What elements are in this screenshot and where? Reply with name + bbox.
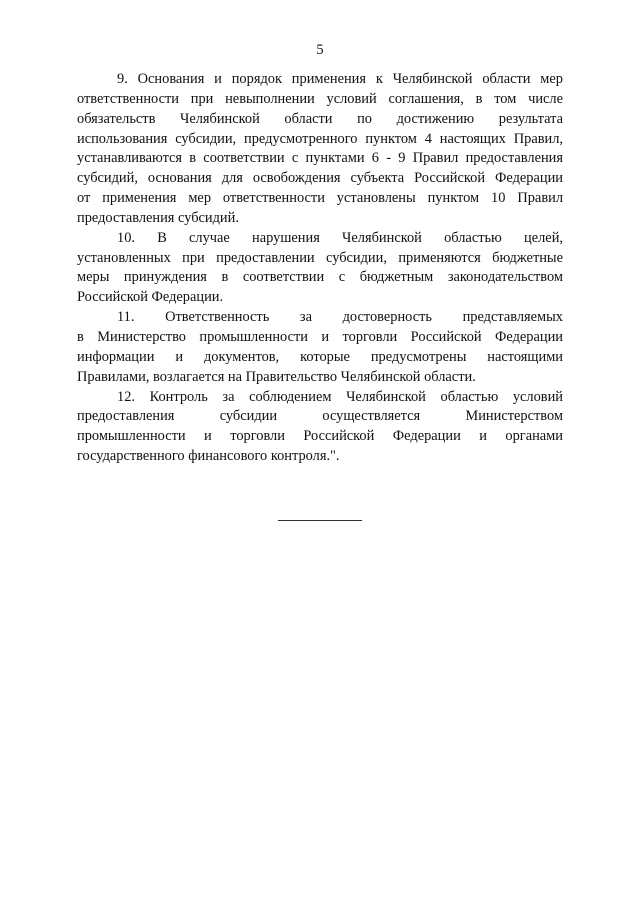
text-line: промышленности и торговли Российской Федерации и органами: [77, 428, 563, 445]
text-line: меры принуждения в соответствии с бюджетным законодательством: [77, 269, 563, 286]
text-line: 12. Контроль за соблюдением Челябинской областью условий: [117, 388, 563, 405]
paragraph-9: [77, 70, 563, 229]
paragraph-12: [77, 388, 563, 467]
text-line: предоставления субсидий.: [77, 209, 239, 226]
page-number: 5: [316, 42, 324, 58]
paragraph-10: [77, 229, 563, 308]
text-line: устанавливаются в соответствии с пунктами 6 - 9 Правил предоставления: [77, 150, 563, 167]
text-line: от применения мер ответственности установлены пунктом 10 Правил: [77, 190, 563, 207]
paragraph-11: [77, 308, 563, 387]
text-line: ответственности при невыполнении условий соглашения, в том числе: [77, 90, 563, 107]
text-line: 11. Ответственность за достоверность представляемых: [117, 309, 563, 326]
text-line: в Министерство промышленности и торговли Российской Федерации: [77, 328, 563, 345]
text-line: обязательств Челябинской области по достижению результата: [77, 110, 563, 127]
text-line: 10. В случае нарушения Челябинской областью целей,: [117, 229, 563, 246]
document-body: [77, 70, 563, 467]
text-line: государственного финансового контроля.".: [77, 448, 340, 465]
text-line: использования субсидии, предусмотренного пунктом 4 настоящих Правил,: [77, 130, 563, 147]
text-line: 9. Основания и порядок применения к Челябинской области мер: [117, 71, 563, 87]
end-separator-line: [278, 520, 362, 521]
text-line: Правилами, возлагается на Правительство Челябинской области.: [77, 368, 476, 385]
text-line: предоставления субсидии осуществляется Министерством: [77, 408, 563, 425]
text-line: установленных при предоставлении субсидии, применяются бюджетные: [77, 249, 563, 266]
text-line: субсидий, основания для освобождения субъекта Российской Федерации: [77, 170, 563, 187]
text-line: Российской Федерации.: [77, 289, 224, 306]
text-line: информации и документов, которые предусмотрены настоящими: [77, 348, 563, 365]
